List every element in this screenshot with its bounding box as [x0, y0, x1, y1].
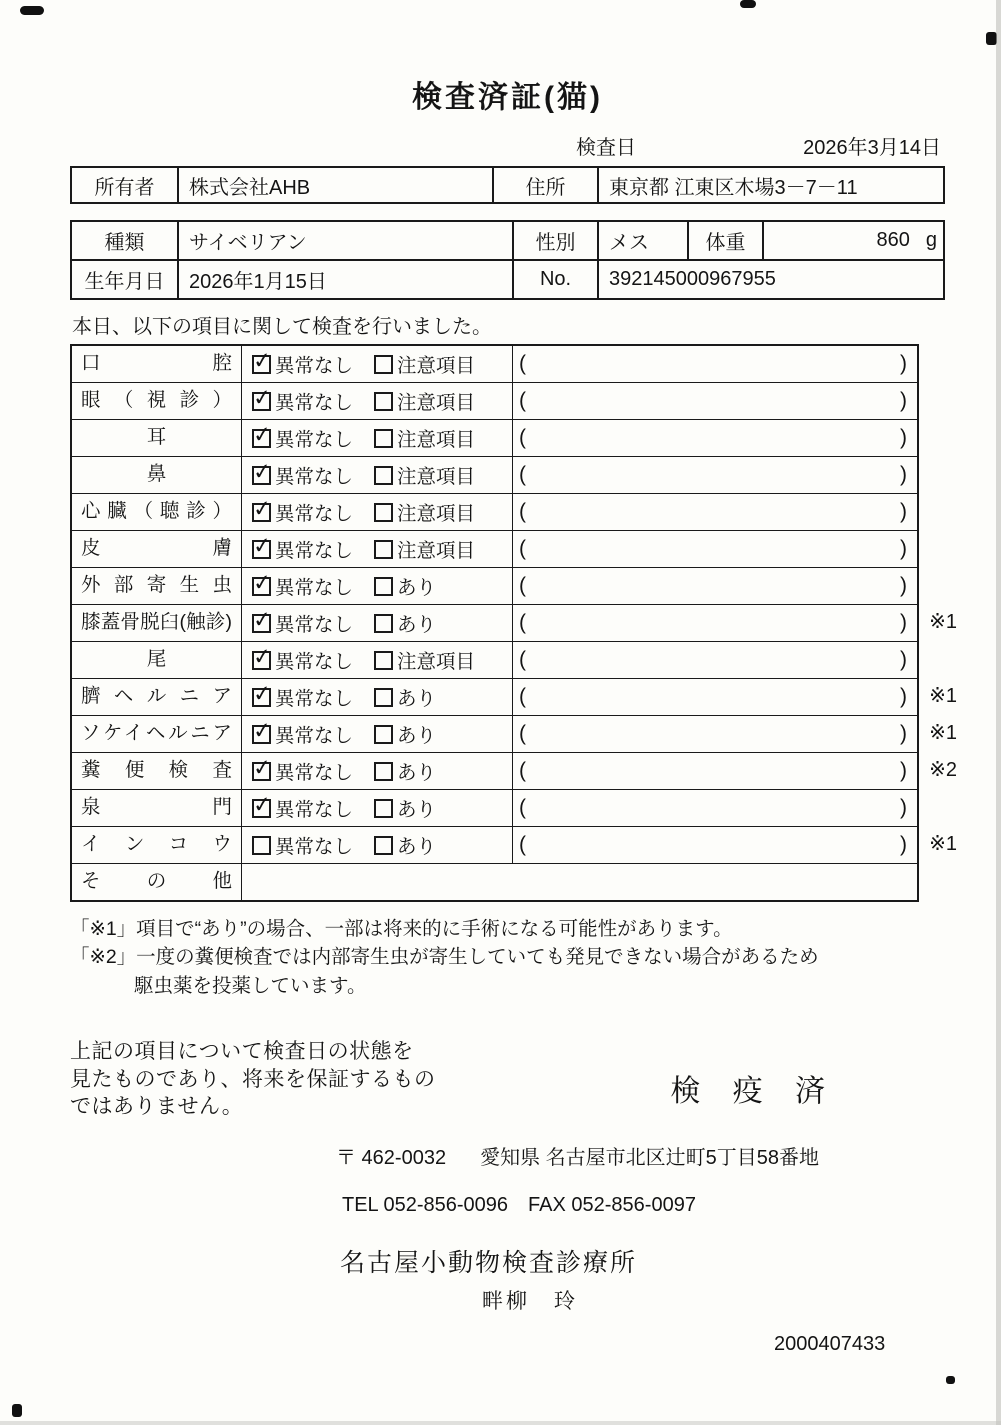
item-ok-cell	[242, 827, 372, 863]
item-name: 心臓（聴診）	[72, 494, 242, 530]
inspection-row	[72, 789, 917, 826]
paren-close: )	[900, 352, 907, 375]
inspection-row	[72, 752, 957, 789]
owner-label: 所有者	[94, 176, 155, 199]
alt-label: あり	[397, 725, 437, 747]
ok-checkbox	[251, 642, 273, 670]
inspection-row	[72, 456, 917, 493]
item-remarks-cell	[512, 383, 917, 419]
check-icon: ✓	[251, 531, 273, 559]
inspection-intro: 本日、以下の項目に関して検査を行いました。	[72, 316, 492, 338]
item-name: 口腔	[72, 346, 242, 382]
check-icon: ✓	[251, 716, 273, 744]
paren-open: (	[519, 685, 526, 708]
ok-checkbox	[251, 716, 273, 744]
paren-open: (	[519, 796, 526, 819]
ok-label: 異常なし	[275, 466, 354, 488]
quarantine-stamp: 検 疫 済	[670, 1074, 837, 1108]
item-remarks-cell	[512, 790, 917, 826]
address-value: 東京都 江東区木場3－7－11	[597, 168, 947, 202]
paren-open: (	[519, 611, 526, 634]
birthdate-value: 2026年1月15日	[177, 261, 512, 298]
item-remarks-cell	[512, 605, 917, 641]
paren-close: )	[900, 426, 907, 449]
alt-label: 注意項目	[397, 503, 476, 525]
inspection-row	[72, 863, 917, 900]
item-note: ※1	[929, 611, 957, 633]
clinic-address: 愛知県 名古屋市北区辻町5丁目58番地	[480, 1146, 820, 1169]
paren-open: (	[519, 574, 526, 597]
ok-checkbox	[251, 457, 273, 485]
alt-label: あり	[397, 836, 437, 858]
check-icon: ✓	[251, 383, 273, 411]
item-remarks-cell	[512, 642, 917, 678]
item-alt-cell	[372, 494, 512, 530]
ok-label: 異常なし	[275, 392, 354, 414]
item-name: 尾	[72, 642, 242, 678]
ok-checkbox	[251, 383, 273, 411]
inspection-row	[72, 346, 917, 382]
ok-label: 異常なし	[275, 836, 354, 858]
ok-label: 異常なし	[275, 503, 354, 525]
item-alt-cell	[372, 827, 512, 863]
item-name: その他	[72, 864, 242, 900]
item-empty-cell	[242, 864, 917, 900]
check-icon: ✓	[251, 679, 273, 707]
clinic-tel-line	[342, 1194, 945, 1217]
item-remarks-cell	[512, 716, 917, 752]
ok-label: 異常なし	[275, 429, 354, 451]
alt-checkbox	[374, 503, 393, 522]
item-name: 外部寄生虫	[72, 568, 242, 604]
alt-checkbox	[374, 836, 393, 855]
item-ok-cell	[242, 383, 372, 419]
clinic-address-line	[336, 1141, 945, 1170]
item-note: ※1	[929, 722, 957, 744]
paren-close: )	[900, 574, 907, 597]
breed-value: サイベリアン	[177, 222, 512, 259]
inspection-row	[72, 567, 917, 604]
item-name: 泉門	[72, 790, 242, 826]
item-remarks-cell	[512, 753, 917, 789]
item-alt-cell	[372, 531, 512, 567]
item-remarks-cell	[512, 531, 917, 567]
item-remarks-cell	[512, 679, 917, 715]
item-alt-cell	[372, 790, 512, 826]
paren-close: )	[900, 648, 907, 671]
alt-checkbox	[374, 799, 393, 818]
no-value: 392145000967955	[597, 261, 947, 298]
serial-number: 2000407433	[774, 1332, 886, 1355]
paren-open: (	[519, 648, 526, 671]
item-remarks-cell	[512, 346, 917, 382]
paren-close: )	[900, 833, 907, 856]
alt-label: 注意項目	[397, 429, 476, 451]
alt-label: 注意項目	[397, 355, 476, 377]
paren-open: (	[519, 463, 526, 486]
item-alt-cell	[372, 383, 512, 419]
sex-value: メス	[597, 222, 687, 259]
alt-label: 注意項目	[397, 466, 476, 488]
inspection-date-label: 検査日	[576, 136, 636, 159]
weight-number: 860	[876, 229, 910, 251]
item-note: ※1	[929, 833, 957, 855]
alt-checkbox	[374, 540, 393, 559]
scan-edge-shadow	[0, 1421, 1001, 1425]
paren-open: (	[519, 500, 526, 523]
item-name: 膝蓋骨脱臼(触診)	[72, 605, 242, 641]
item-name: 鼻	[72, 457, 242, 493]
ok-checkbox	[252, 836, 271, 855]
item-ok-cell	[242, 716, 372, 752]
check-icon: ✓	[251, 642, 273, 670]
item-alt-cell	[372, 568, 512, 604]
item-remarks-cell	[512, 827, 917, 863]
no-label: No.	[512, 261, 597, 298]
clinic-tel: TEL 052-856-0096	[342, 1193, 509, 1216]
check-icon: ✓	[251, 605, 273, 633]
paren-close: )	[900, 685, 907, 708]
weight-value	[762, 222, 947, 259]
check-icon: ✓	[251, 790, 273, 818]
alt-checkbox	[374, 355, 393, 374]
ok-checkbox	[251, 790, 273, 818]
ok-checkbox	[251, 679, 273, 707]
check-icon: ✓	[251, 568, 273, 596]
item-alt-cell	[372, 457, 512, 493]
paren-open: (	[519, 426, 526, 449]
alt-label: あり	[397, 688, 437, 710]
ok-label: 異常なし	[275, 540, 354, 562]
item-name: 糞便検査	[72, 753, 242, 789]
footnote-1: 「※1」項目で“あり”の場合、一部は将来的に手術になる可能性があります。	[70, 918, 733, 940]
check-icon: ✓	[251, 457, 273, 485]
item-remarks-cell	[512, 457, 917, 493]
clinic-postal-code: 〒 462-0032	[336, 1146, 447, 1169]
weight-label: 体重	[687, 222, 762, 259]
inspection-row	[72, 530, 917, 567]
item-ok-cell	[242, 568, 372, 604]
inspection-date-row	[70, 132, 945, 158]
paren-open: (	[519, 833, 526, 856]
item-ok-cell	[242, 790, 372, 826]
ok-label: 異常なし	[275, 688, 354, 710]
alt-checkbox	[374, 614, 393, 633]
owner-table	[70, 166, 945, 204]
item-ok-cell	[242, 605, 372, 641]
paren-close: )	[900, 796, 907, 819]
item-alt-cell	[372, 753, 512, 789]
ok-label: 異常なし	[275, 614, 354, 636]
ok-label: 異常なし	[275, 577, 354, 599]
inspection-row	[72, 493, 917, 530]
paren-close: )	[900, 500, 907, 523]
inspection-row	[72, 382, 917, 419]
item-alt-cell	[372, 605, 512, 641]
pet-table-row2	[70, 261, 945, 300]
item-ok-cell	[242, 642, 372, 678]
alt-checkbox	[374, 429, 393, 448]
ok-checkbox	[251, 753, 273, 781]
paren-open: (	[519, 537, 526, 560]
disclaimer-line-1: 上記の項目について検査日の状態を	[70, 1039, 414, 1063]
item-note: ※1	[929, 685, 957, 707]
alt-label: あり	[397, 762, 437, 784]
item-name: インコウ	[72, 827, 242, 863]
alt-checkbox	[374, 725, 393, 744]
check-icon: ✓	[251, 494, 273, 522]
scan-edge-shadow	[996, 0, 1001, 1425]
item-ok-cell	[242, 457, 372, 493]
breed-label: 種類	[104, 232, 145, 254]
ok-checkbox	[251, 568, 273, 596]
alt-checkbox	[374, 577, 393, 596]
scan-artifact	[946, 1376, 955, 1384]
scan-artifact	[12, 1404, 22, 1417]
inspection-row	[72, 826, 957, 863]
item-alt-cell	[372, 642, 512, 678]
disclaimer	[70, 1038, 436, 1121]
footnote-2: 「※2」一度の糞便検査では内部寄生虫が寄生していても発見できない場合があるため	[70, 946, 819, 969]
item-ok-cell	[242, 346, 372, 382]
item-name: 皮膚	[72, 531, 242, 567]
item-ok-cell	[242, 753, 372, 789]
inspection-table	[70, 344, 957, 902]
pet-table-row1	[70, 220, 945, 261]
alt-label: あり	[397, 799, 437, 821]
veterinarian-name: 畔柳 玲	[482, 1289, 578, 1313]
document-title: 検査済証(猫)	[412, 81, 603, 114]
item-alt-cell	[372, 420, 512, 456]
item-name: 眼（視診）	[72, 383, 242, 419]
check-icon: ✓	[251, 420, 273, 448]
paren-close: )	[900, 611, 907, 634]
paren-open: (	[519, 759, 526, 782]
item-alt-cell	[372, 716, 512, 752]
item-ok-cell	[242, 531, 372, 567]
item-name: 耳	[72, 420, 242, 456]
alt-checkbox	[374, 688, 393, 707]
birthdate-label: 生年月日	[84, 271, 165, 293]
inspection-row	[72, 604, 957, 641]
owner-value: 株式会社AHB	[177, 168, 492, 202]
paren-close: )	[900, 722, 907, 745]
ok-checkbox	[251, 531, 273, 559]
ok-checkbox	[251, 605, 273, 633]
scan-artifact	[20, 6, 44, 15]
paren-open: (	[519, 389, 526, 412]
ok-label: 異常なし	[275, 355, 354, 377]
ok-label: 異常なし	[275, 651, 354, 673]
clinic-fax: FAX 052-856-0097	[528, 1193, 696, 1216]
alt-label: 注意項目	[397, 540, 476, 562]
check-icon: ✓	[251, 753, 273, 781]
ok-checkbox	[251, 420, 273, 448]
paren-open: (	[519, 722, 526, 745]
weight-unit: g	[925, 229, 937, 251]
paren-close: )	[900, 537, 907, 560]
item-note: ※2	[929, 759, 957, 781]
address-label: 住所	[492, 168, 597, 202]
alt-label: 注意項目	[397, 392, 476, 414]
inspection-row	[72, 678, 957, 715]
ok-checkbox	[251, 494, 273, 522]
inspection-date-value: 2026年3月14日	[803, 136, 941, 159]
item-alt-cell	[372, 679, 512, 715]
inspection-row	[72, 641, 917, 678]
sex-label: 性別	[512, 222, 597, 259]
item-remarks-cell	[512, 494, 917, 530]
bottom-section	[70, 1038, 945, 1121]
paren-close: )	[900, 463, 907, 486]
item-ok-cell	[242, 494, 372, 530]
ok-label: 異常なし	[275, 762, 354, 784]
footnotes	[70, 915, 945, 1000]
alt-label: あり	[397, 577, 437, 599]
alt-checkbox	[374, 392, 393, 411]
paren-close: )	[900, 389, 907, 412]
ok-label: 異常なし	[275, 799, 354, 821]
footnote-2-continued: 駆虫薬を投薬しています。	[134, 974, 367, 997]
ok-checkbox	[251, 346, 273, 374]
item-alt-cell	[372, 346, 512, 382]
clinic-name: 名古屋小動物検査診療所	[340, 1248, 638, 1277]
item-remarks-cell	[512, 420, 917, 456]
check-icon: ✓	[251, 346, 273, 374]
disclaimer-line-3: ではありません。	[70, 1095, 244, 1119]
item-ok-cell	[242, 679, 372, 715]
alt-checkbox	[374, 762, 393, 781]
alt-label: 注意項目	[397, 651, 476, 673]
disclaimer-line-2: 見たものであり、将来を保証するもの	[70, 1067, 436, 1091]
alt-label: あり	[397, 614, 437, 636]
item-name: 臍ヘルニア	[72, 679, 242, 715]
item-ok-cell	[242, 420, 372, 456]
item-remarks-cell	[512, 568, 917, 604]
alt-checkbox	[374, 651, 393, 670]
paren-open: (	[519, 352, 526, 375]
ok-label: 異常なし	[275, 725, 354, 747]
paren-close: )	[900, 759, 907, 782]
inspection-row	[72, 715, 957, 752]
item-name: ソケイヘルニア	[72, 716, 242, 752]
inspection-row	[72, 419, 917, 456]
alt-checkbox	[374, 466, 393, 485]
